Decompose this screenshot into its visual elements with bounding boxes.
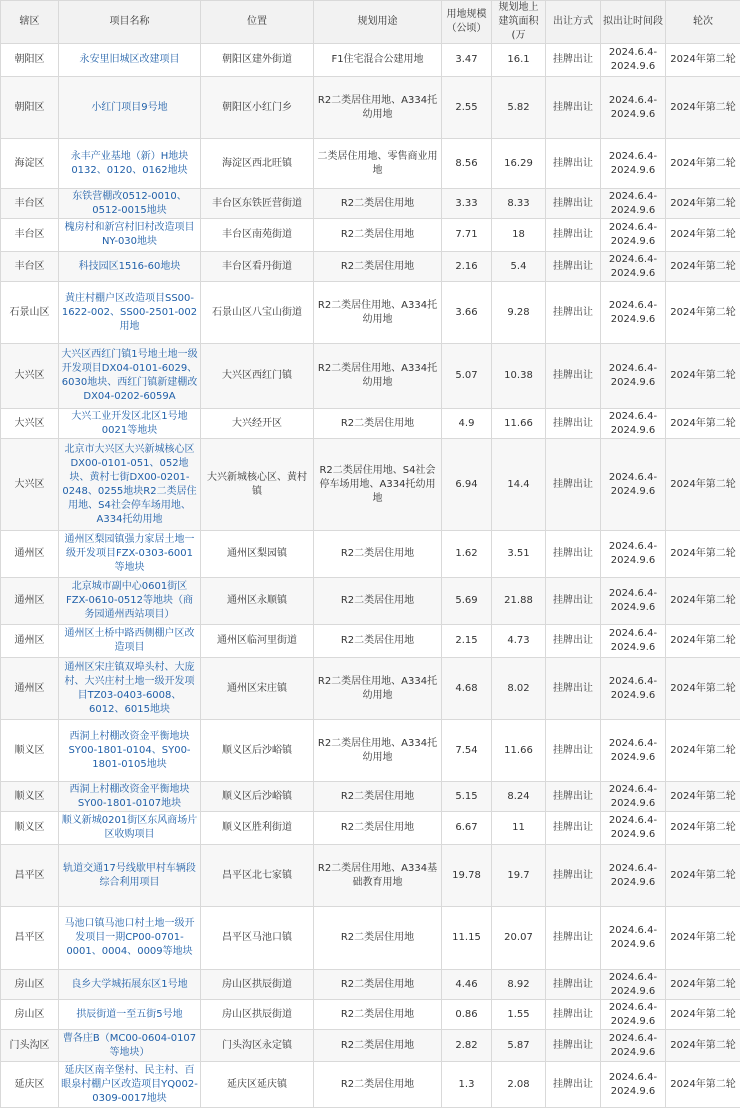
- cell-method: 挂牌出让: [546, 1000, 601, 1030]
- cell-floor-area: 4.73: [492, 625, 546, 658]
- cell-location: 丰台区东铁匠营街道: [201, 189, 314, 219]
- table-row: [1, 720, 740, 782]
- cell-use: R2二类居住用地: [314, 812, 442, 845]
- cell-use: R2二类居住用地、S4社会停车场用地、A334托幼用地: [314, 439, 442, 531]
- cell-district: 门头沟区: [1, 1030, 59, 1062]
- cell-area: 11.15: [442, 907, 492, 970]
- cell-method: 挂牌出让: [546, 1062, 601, 1108]
- cell-floor-area: 2.08: [492, 1062, 546, 1108]
- header-project: 项目名称: [59, 1, 201, 44]
- cell-method: 挂牌出让: [546, 531, 601, 578]
- cell-area: 19.78: [442, 845, 492, 907]
- cell-period: 2024.6.4-2024.9.6: [601, 578, 666, 625]
- cell-district: 通州区: [1, 578, 59, 625]
- cell-method: 挂牌出让: [546, 139, 601, 189]
- cell-district: 延庆区: [1, 1062, 59, 1108]
- cell-method: 挂牌出让: [546, 252, 601, 282]
- cell-project: 黄庄村棚户区改造项目SS00-1622-002、SS00-2501-002用地: [59, 282, 201, 344]
- table-row: [1, 970, 740, 1000]
- cell-period: 2024.6.4-2024.9.6: [601, 252, 666, 282]
- cell-round: 2024年第二轮: [666, 219, 740, 252]
- table-row: [1, 812, 740, 845]
- cell-period: 2024.6.4-2024.9.6: [601, 439, 666, 531]
- cell-location: 丰台区看丹街道: [201, 252, 314, 282]
- cell-method: 挂牌出让: [546, 219, 601, 252]
- cell-method: 挂牌出让: [546, 625, 601, 658]
- cell-round: 2024年第二轮: [666, 189, 740, 219]
- cell-location: 顺义区后沙峪镇: [201, 720, 314, 782]
- cell-project: 马池口镇马池口村土地一级开发项目一期CP00-0701-0001、0004、0009等地块: [59, 907, 201, 970]
- cell-location: 昌平区北七家镇: [201, 845, 314, 907]
- cell-period: 2024.6.4-2024.9.6: [601, 1000, 666, 1030]
- cell-project: 轨道交通17号线歇甲村车辆段综合利用项目: [59, 845, 201, 907]
- header-method: 出让方式: [546, 1, 601, 44]
- cell-round: 2024年第二轮: [666, 1030, 740, 1062]
- cell-project: 大兴工业开发区北区1号地0021等地块: [59, 409, 201, 439]
- table-body: [1, 44, 740, 1108]
- cell-area: 2.82: [442, 1030, 492, 1062]
- cell-period: 2024.6.4-2024.9.6: [601, 782, 666, 812]
- cell-area: 4.9: [442, 409, 492, 439]
- cell-location: 石景山区八宝山街道: [201, 282, 314, 344]
- cell-district: 通州区: [1, 658, 59, 720]
- table-row: [1, 782, 740, 812]
- cell-round: 2024年第二轮: [666, 578, 740, 625]
- cell-method: 挂牌出让: [546, 812, 601, 845]
- cell-use: R2二类居住用地: [314, 1000, 442, 1030]
- cell-district: 房山区: [1, 970, 59, 1000]
- header-area: 用地规模（公顷）: [442, 1, 492, 44]
- cell-use: R2二类居住用地、A334托幼用地: [314, 344, 442, 409]
- cell-floor-area: 11.66: [492, 720, 546, 782]
- cell-location: 丰台区南苑街道: [201, 219, 314, 252]
- cell-project: 西洞上村棚改资金平衡地块SY00-1801-0104、SY00-1801-0105地块: [59, 720, 201, 782]
- cell-project: 东铁营棚改0512-0010、0512-0015地块: [59, 189, 201, 219]
- cell-district: 昌平区: [1, 907, 59, 970]
- table-row: [1, 189, 740, 219]
- cell-floor-area: 5.82: [492, 77, 546, 139]
- cell-round: 2024年第二轮: [666, 907, 740, 970]
- table-row: [1, 252, 740, 282]
- header-row: [1, 1, 740, 44]
- cell-project: 通州区宋庄镇双埠头村、大庞村、大兴庄村土地一级开发项目TZ03-0403-6008、6012、6015地块: [59, 658, 201, 720]
- cell-use: R2二类居住用地: [314, 970, 442, 1000]
- cell-floor-area: 3.51: [492, 531, 546, 578]
- cell-floor-area: 5.4: [492, 252, 546, 282]
- cell-period: 2024.6.4-2024.9.6: [601, 219, 666, 252]
- cell-district: 大兴区: [1, 344, 59, 409]
- cell-round: 2024年第二轮: [666, 625, 740, 658]
- cell-round: 2024年第二轮: [666, 252, 740, 282]
- table-row: [1, 1062, 740, 1108]
- cell-floor-area: 19.7: [492, 845, 546, 907]
- header-location: 位置: [201, 1, 314, 44]
- cell-period: 2024.6.4-2024.9.6: [601, 625, 666, 658]
- cell-area: 0.86: [442, 1000, 492, 1030]
- cell-floor-area: 9.28: [492, 282, 546, 344]
- table-row: [1, 44, 740, 77]
- cell-district: 顺义区: [1, 782, 59, 812]
- table-row: [1, 531, 740, 578]
- cell-area: 3.47: [442, 44, 492, 77]
- cell-method: 挂牌出让: [546, 409, 601, 439]
- cell-round: 2024年第二轮: [666, 344, 740, 409]
- cell-location: 顺义区胜利街道: [201, 812, 314, 845]
- cell-floor-area: 11: [492, 812, 546, 845]
- cell-area: 5.15: [442, 782, 492, 812]
- cell-period: 2024.6.4-2024.9.6: [601, 1062, 666, 1108]
- cell-area: 8.56: [442, 139, 492, 189]
- cell-district: 朝阳区: [1, 44, 59, 77]
- table-row: [1, 1000, 740, 1030]
- table-row: [1, 344, 740, 409]
- cell-district: 丰台区: [1, 189, 59, 219]
- cell-district: 大兴区: [1, 409, 59, 439]
- cell-district: 丰台区: [1, 219, 59, 252]
- cell-round: 2024年第二轮: [666, 439, 740, 531]
- cell-area: 7.71: [442, 219, 492, 252]
- cell-district: 顺义区: [1, 720, 59, 782]
- cell-area: 1.3: [442, 1062, 492, 1108]
- cell-project: 西洞上村棚改资金平衡地块SY00-1801-0107地块: [59, 782, 201, 812]
- table-row: [1, 625, 740, 658]
- cell-period: 2024.6.4-2024.9.6: [601, 812, 666, 845]
- cell-use: R2二类居住用地: [314, 625, 442, 658]
- cell-project: 槐房村和新宫村旧村改造项目NY-030地块: [59, 219, 201, 252]
- header-round: 轮次: [666, 1, 740, 44]
- cell-period: 2024.6.4-2024.9.6: [601, 139, 666, 189]
- cell-floor-area: 11.66: [492, 409, 546, 439]
- cell-round: 2024年第二轮: [666, 812, 740, 845]
- cell-location: 海淀区西北旺镇: [201, 139, 314, 189]
- cell-project: 北京市大兴区大兴新城核心区DX00-0101-051、052地块、黄村七街DX00-0201-0248、0255地块R2二类居住用地、S4社会停车场用地、A334托幼用地: [59, 439, 201, 531]
- cell-district: 大兴区: [1, 439, 59, 531]
- cell-location: 昌平区马池口镇: [201, 907, 314, 970]
- cell-method: 挂牌出让: [546, 439, 601, 531]
- table-row: [1, 282, 740, 344]
- cell-project: 顺义新城0201街区东风商场片区收购项目: [59, 812, 201, 845]
- cell-round: 2024年第二轮: [666, 531, 740, 578]
- cell-use: R2二类居住用地: [314, 219, 442, 252]
- cell-district: 顺义区: [1, 812, 59, 845]
- cell-project: 北京城市副中心0601街区FZX-0610-0512等地块（商务园通州西站项目）: [59, 578, 201, 625]
- cell-area: 5.07: [442, 344, 492, 409]
- cell-round: 2024年第二轮: [666, 44, 740, 77]
- cell-district: 朝阳区: [1, 77, 59, 139]
- cell-location: 通州区宋庄镇: [201, 658, 314, 720]
- cell-floor-area: 18: [492, 219, 546, 252]
- cell-district: 房山区: [1, 1000, 59, 1030]
- cell-area: 3.33: [442, 189, 492, 219]
- header-district: 辖区: [1, 1, 59, 44]
- cell-use: R2二类居住用地: [314, 1030, 442, 1062]
- cell-district: 海淀区: [1, 139, 59, 189]
- header-floor-area: 规划地上建筑面积(万: [492, 1, 546, 44]
- cell-use: R2二类居住用地: [314, 531, 442, 578]
- cell-area: 5.69: [442, 578, 492, 625]
- cell-project: 延庆区南辛堡村、民主村、百眼泉村棚户区改造项目YQ002-0309-0017地块: [59, 1062, 201, 1108]
- cell-district: 昌平区: [1, 845, 59, 907]
- cell-location: 大兴新城核心区、黄村镇: [201, 439, 314, 531]
- cell-method: 挂牌出让: [546, 344, 601, 409]
- cell-location: 通州区永顺镇: [201, 578, 314, 625]
- cell-location: 顺义区后沙峪镇: [201, 782, 314, 812]
- cell-period: 2024.6.4-2024.9.6: [601, 189, 666, 219]
- header-use: 规划用途: [314, 1, 442, 44]
- cell-area: 4.46: [442, 970, 492, 1000]
- cell-period: 2024.6.4-2024.9.6: [601, 907, 666, 970]
- cell-floor-area: 14.4: [492, 439, 546, 531]
- cell-round: 2024年第二轮: [666, 139, 740, 189]
- cell-project: 曹各庄B（MC00-0604-0107等地块）: [59, 1030, 201, 1062]
- cell-location: 通州区临河里街道: [201, 625, 314, 658]
- cell-floor-area: 5.87: [492, 1030, 546, 1062]
- cell-method: 挂牌出让: [546, 845, 601, 907]
- cell-method: 挂牌出让: [546, 658, 601, 720]
- cell-location: 通州区梨园镇: [201, 531, 314, 578]
- table-row: [1, 907, 740, 970]
- cell-round: 2024年第二轮: [666, 658, 740, 720]
- cell-use: R2二类居住用地: [314, 782, 442, 812]
- cell-use: R2二类居住用地、A334托幼用地: [314, 77, 442, 139]
- cell-method: 挂牌出让: [546, 578, 601, 625]
- cell-round: 2024年第二轮: [666, 1000, 740, 1030]
- cell-location: 大兴经开区: [201, 409, 314, 439]
- cell-method: 挂牌出让: [546, 720, 601, 782]
- cell-round: 2024年第二轮: [666, 720, 740, 782]
- cell-area: 2.55: [442, 77, 492, 139]
- cell-period: 2024.6.4-2024.9.6: [601, 282, 666, 344]
- cell-area: 2.16: [442, 252, 492, 282]
- cell-method: 挂牌出让: [546, 189, 601, 219]
- cell-round: 2024年第二轮: [666, 282, 740, 344]
- cell-period: 2024.6.4-2024.9.6: [601, 658, 666, 720]
- table-row: [1, 139, 740, 189]
- cell-project: 科技园区1516-60地块: [59, 252, 201, 282]
- cell-location: 朝阳区小红门乡: [201, 77, 314, 139]
- cell-period: 2024.6.4-2024.9.6: [601, 77, 666, 139]
- cell-round: 2024年第二轮: [666, 77, 740, 139]
- cell-district: 通州区: [1, 531, 59, 578]
- cell-method: 挂牌出让: [546, 907, 601, 970]
- cell-floor-area: 1.55: [492, 1000, 546, 1030]
- cell-period: 2024.6.4-2024.9.6: [601, 720, 666, 782]
- table-row: [1, 77, 740, 139]
- cell-floor-area: 8.02: [492, 658, 546, 720]
- cell-project: 永安里旧城区改建项目: [59, 44, 201, 77]
- cell-project: 拱辰街道一至五街5号地: [59, 1000, 201, 1030]
- cell-round: 2024年第二轮: [666, 782, 740, 812]
- cell-round: 2024年第二轮: [666, 409, 740, 439]
- cell-use: R2二类居住用地、A334托幼用地: [314, 658, 442, 720]
- table-row: [1, 219, 740, 252]
- header-period: 拟出让时间段: [601, 1, 666, 44]
- cell-use: R2二类居住用地: [314, 252, 442, 282]
- table-row: [1, 658, 740, 720]
- cell-use: R2二类居住用地: [314, 907, 442, 970]
- cell-use: R2二类居住用地: [314, 578, 442, 625]
- cell-area: 4.68: [442, 658, 492, 720]
- cell-project: 永丰产业基地（新）H地块0132、0120、0162地块: [59, 139, 201, 189]
- cell-method: 挂牌出让: [546, 282, 601, 344]
- cell-project: 通州区土桥中路西侧棚户区改造项目: [59, 625, 201, 658]
- cell-period: 2024.6.4-2024.9.6: [601, 531, 666, 578]
- cell-location: 延庆区延庆镇: [201, 1062, 314, 1108]
- cell-use: F1住宅混合公建用地: [314, 44, 442, 77]
- cell-use: 二类居住用地、零售商业用地: [314, 139, 442, 189]
- cell-method: 挂牌出让: [546, 77, 601, 139]
- cell-location: 房山区拱辰街道: [201, 970, 314, 1000]
- cell-location: 门头沟区永定镇: [201, 1030, 314, 1062]
- cell-floor-area: 20.07: [492, 907, 546, 970]
- cell-use: R2二类居住用地、A334基础教育用地: [314, 845, 442, 907]
- cell-location: 朝阳区建外街道: [201, 44, 314, 77]
- cell-method: 挂牌出让: [546, 44, 601, 77]
- cell-area: 1.62: [442, 531, 492, 578]
- cell-method: 挂牌出让: [546, 782, 601, 812]
- cell-period: 2024.6.4-2024.9.6: [601, 845, 666, 907]
- cell-project: 良乡大学城拓展东区1号地: [59, 970, 201, 1000]
- table-row: [1, 439, 740, 531]
- cell-district: 丰台区: [1, 252, 59, 282]
- cell-use: R2二类居住用地、A334托幼用地: [314, 720, 442, 782]
- cell-floor-area: 8.92: [492, 970, 546, 1000]
- cell-period: 2024.6.4-2024.9.6: [601, 409, 666, 439]
- cell-period: 2024.6.4-2024.9.6: [601, 344, 666, 409]
- cell-period: 2024.6.4-2024.9.6: [601, 44, 666, 77]
- cell-round: 2024年第二轮: [666, 1062, 740, 1108]
- cell-area: 6.67: [442, 812, 492, 845]
- cell-area: 2.15: [442, 625, 492, 658]
- cell-floor-area: 8.33: [492, 189, 546, 219]
- cell-district: 石景山区: [1, 282, 59, 344]
- cell-area: 7.54: [442, 720, 492, 782]
- table-row: [1, 578, 740, 625]
- table-row: [1, 1030, 740, 1062]
- cell-area: 3.66: [442, 282, 492, 344]
- cell-use: R2二类居住用地: [314, 1062, 442, 1108]
- cell-period: 2024.6.4-2024.9.6: [601, 1030, 666, 1062]
- cell-round: 2024年第二轮: [666, 845, 740, 907]
- cell-project: 小红门项目9号地: [59, 77, 201, 139]
- cell-floor-area: 21.88: [492, 578, 546, 625]
- cell-floor-area: 16.29: [492, 139, 546, 189]
- cell-method: 挂牌出让: [546, 1030, 601, 1062]
- cell-project: 大兴区西红门镇1号地土地一级开发项目DX04-0101-6029、6030地块、西红门镇新建棚改DX04-0202-6059A: [59, 344, 201, 409]
- cell-round: 2024年第二轮: [666, 970, 740, 1000]
- cell-use: R2二类居住用地: [314, 189, 442, 219]
- cell-location: 房山区拱辰街道: [201, 1000, 314, 1030]
- cell-location: 大兴区西红门镇: [201, 344, 314, 409]
- cell-floor-area: 10.38: [492, 344, 546, 409]
- cell-floor-area: 8.24: [492, 782, 546, 812]
- cell-use: R2二类居住用地、A334托幼用地: [314, 282, 442, 344]
- cell-method: 挂牌出让: [546, 970, 601, 1000]
- table-row: [1, 409, 740, 439]
- cell-area: 6.94: [442, 439, 492, 531]
- cell-period: 2024.6.4-2024.9.6: [601, 970, 666, 1000]
- cell-floor-area: 16.1: [492, 44, 546, 77]
- cell-use: R2二类居住用地: [314, 409, 442, 439]
- cell-project: 通州区梨园镇强力家居土地一级开发项目FZX-0303-6001等地块: [59, 531, 201, 578]
- cell-district: 通州区: [1, 625, 59, 658]
- table-row: [1, 845, 740, 907]
